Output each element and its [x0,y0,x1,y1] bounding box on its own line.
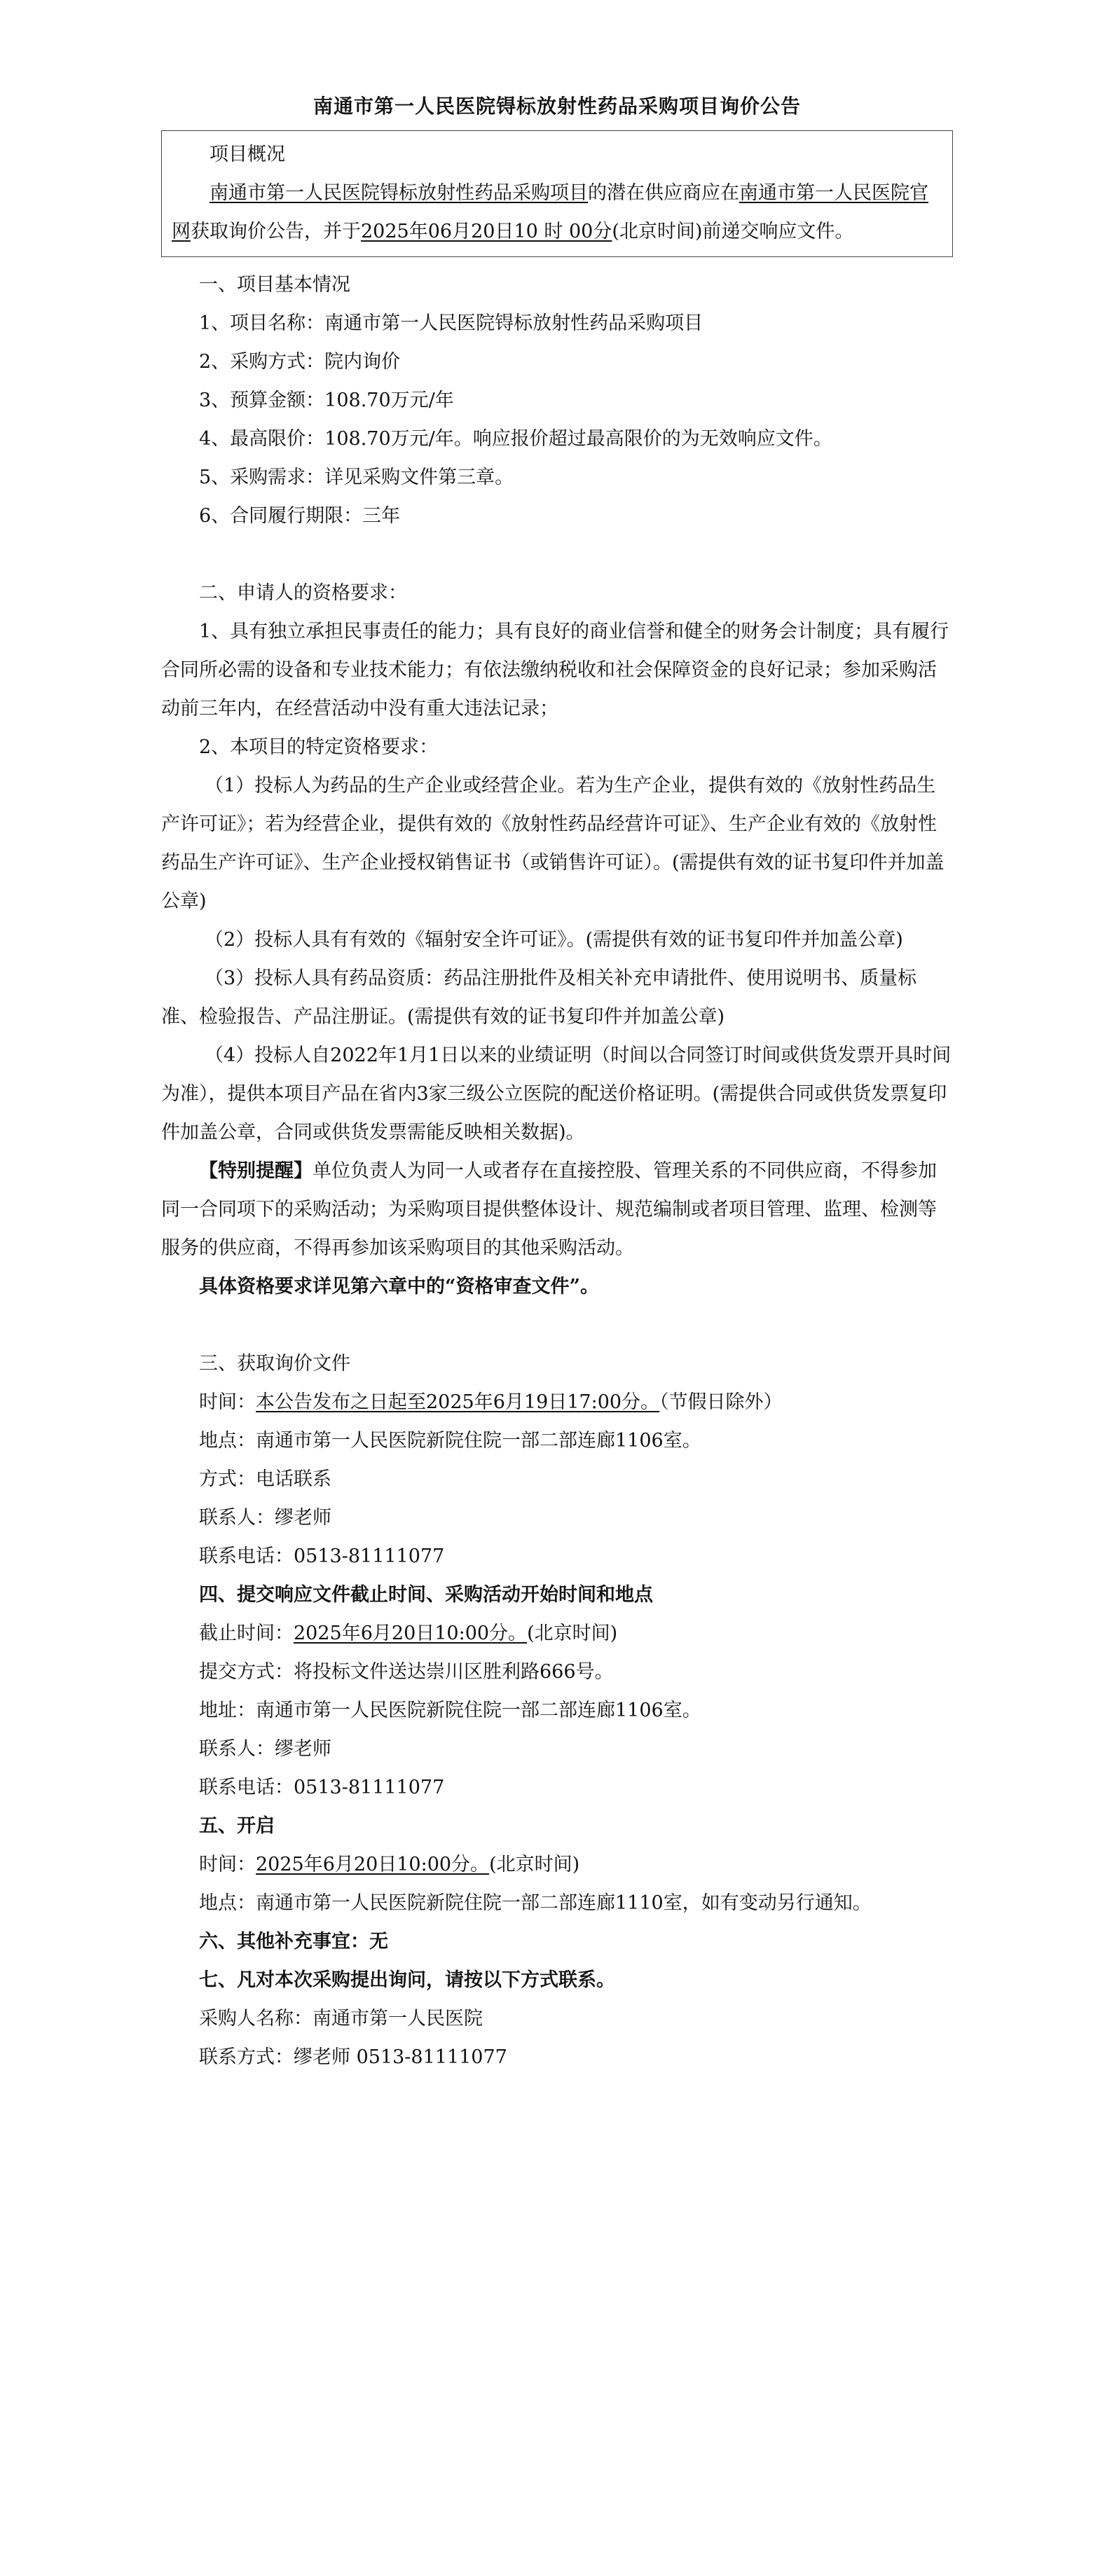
announcement-page [161,91,953,2076]
section6-heading: 六、其他补充事宜：无 [199,1931,388,1952]
section2-req-2: 2、本项目的特定资格要求： [199,736,439,758]
section1-item-budget: 3、预算金额：108.70万元/年 [199,390,454,411]
section5-time-value: 2025年6月20日10:00分。 [256,1854,490,1875]
special-notice-label: 【特别提醒】 [199,1160,313,1182]
section5-place: 地点：南通市第一人民医院新院住院一部二部连廊1110室，如有变动另行通知。 [199,1892,872,1914]
overview-deadline: 2025年06月20日10 时 00分 [361,221,612,242]
section4-deadline-label: 截止时间： [199,1623,294,1644]
section1-heading: 一、项目基本情况 [199,274,350,296]
overview-heading: 项目概况 [210,144,285,165]
section3-contact: 联系人：缪老师 [199,1507,331,1529]
section5-time-note: (北京时间) [489,1854,580,1875]
section2-sub-3: （3）投标人具有药品资质：药品注册批件及相关补充申请批件、使用说明书、质量标准、检验报告、产品注册证。(需提供有效的证书复印件并加盖公章) [161,967,917,1028]
section2-sub-1: （1）投标人为药品的生产企业或经营企业。若为生产企业，提供有效的《放射性药品生产许可证》；若为经营企业，提供有效的《放射性药品经营许可证》、生产企业有效的《放射性药品生产许可证》、生产企业授权销售证书（或销售许可证）。(需提供有效的证书复印件并加盖公章) [161,775,945,912]
section4-phone: 联系电话：0513-81111077 [199,1777,445,1798]
overview-text-2: 获取询价公告，并于 [191,221,361,242]
section4-deadline-value: 2025年6月20日10:00分。 [294,1623,528,1644]
overview-text [172,174,942,251]
overview-text-3: (北京时间)前递交响应文件。 [612,221,854,242]
section3-time-note: （节假日除外） [659,1391,783,1413]
qualification-detail-note: 具体资格要求详见第六章中的“资格审查文件”。 [199,1276,600,1297]
section1-item-term: 6、合同履行期限：三年 [199,505,401,527]
section4-address: 地址：南通市第一人民医院新院住院一部二部连廊1106室。 [199,1700,701,1721]
special-notice [161,1152,953,1267]
section3-time-value: 本公告发布之日起至2025年6月19日17:00分。 [256,1391,660,1413]
hospital-site-link[interactable]: 南通市第一人民医院官网 [172,182,928,242]
section3-phone: 联系电话：0513-81111077 [199,1545,445,1567]
page-title: 南通市第一人民医院锝标放射性药品采购项目询价公告 [313,95,801,118]
section4-heading: 四、提交响应文件截止时间、采购活动开始时间和地点 [199,1584,653,1606]
section5-time [161,1845,953,1884]
section1-item-name: 1、项目名称：南通市第一人民医院锝标放射性药品采购项目 [199,312,703,334]
section5-time-label: 时间： [199,1854,256,1875]
section4-deadline-note: (北京时间) [527,1623,618,1644]
section3-time [161,1383,953,1421]
special-notice-text: 单位负责人为同一人或者存在直接控股、管理关系的不同供应商，不得参加同一合同项下的采购活动；为采购项目提供整体设计、规范编制或者项目管理、监理、检测等服务的供应商，不得再参加该采购项目的其他采购活动。 [161,1160,937,1259]
section2-sub-4: （4）投标人自2022年1月1日以来的业绩证明（时间以合同签订时间或供货发票开具时间为准），提供本项目产品在省内3家三级公立医院的配送价格证明。(需提供合同或供货发票复印件加盖公章，合同或供货发票需能反映相关数据)。 [161,1045,952,1143]
section3-place: 地点：南通市第一人民医院新院住院一部二部连廊1106室。 [199,1430,701,1452]
section4-contact: 联系人：缪老师 [199,1738,331,1760]
section4-method: 提交方式：将投标文件送达崇川区胜利路666号。 [199,1661,614,1683]
overview-text-1: 的潜在供应商应在 [588,182,739,204]
section2-heading: 二、申请人的资格要求： [199,582,407,604]
section1-item-requirement: 5、采购需求：详见采购文件第三章。 [199,467,514,488]
section5-heading: 五、开启 [199,1815,275,1837]
section7-contact: 联系方式：缪老师 0513-81111077 [199,2046,507,2068]
section4-deadline [161,1614,953,1653]
section3-time-label: 时间： [199,1391,256,1413]
section7-buyer: 采购人名称：南通市第一人民医院 [199,2008,483,2030]
section2-req-1: 1、具有独立承担民事责任的能力；具有良好的商业信誉和健全的财务会计制度；具有履行合同所必需的设备和专业技术能力；有依法缴纳税收和社会保障资金的良好记录；参加采购活动前三年内，在经营活动中没有重大违法记录； [161,621,949,719]
section3-heading: 三、获取询价文件 [199,1353,350,1375]
section7-heading: 七、凡对本次采购提出询问，请按以下方式联系。 [199,1969,615,1991]
project-name-link[interactable]: 南通市第一人民医院锝标放射性药品采购项目 [210,182,588,204]
section2-sub-2: （2）投标人具有有效的《辐射安全许可证》。(需提供有效的证书复印件并加盖公章) [205,929,903,951]
project-overview-box [161,130,953,257]
section3-method: 方式：电话联系 [199,1468,331,1490]
section1-item-method: 2、采购方式：院内询价 [199,351,401,373]
section1-item-max-price: 4、最高限价：108.70万元/年。响应报价超过最高限价的为无效响应文件。 [199,428,832,450]
